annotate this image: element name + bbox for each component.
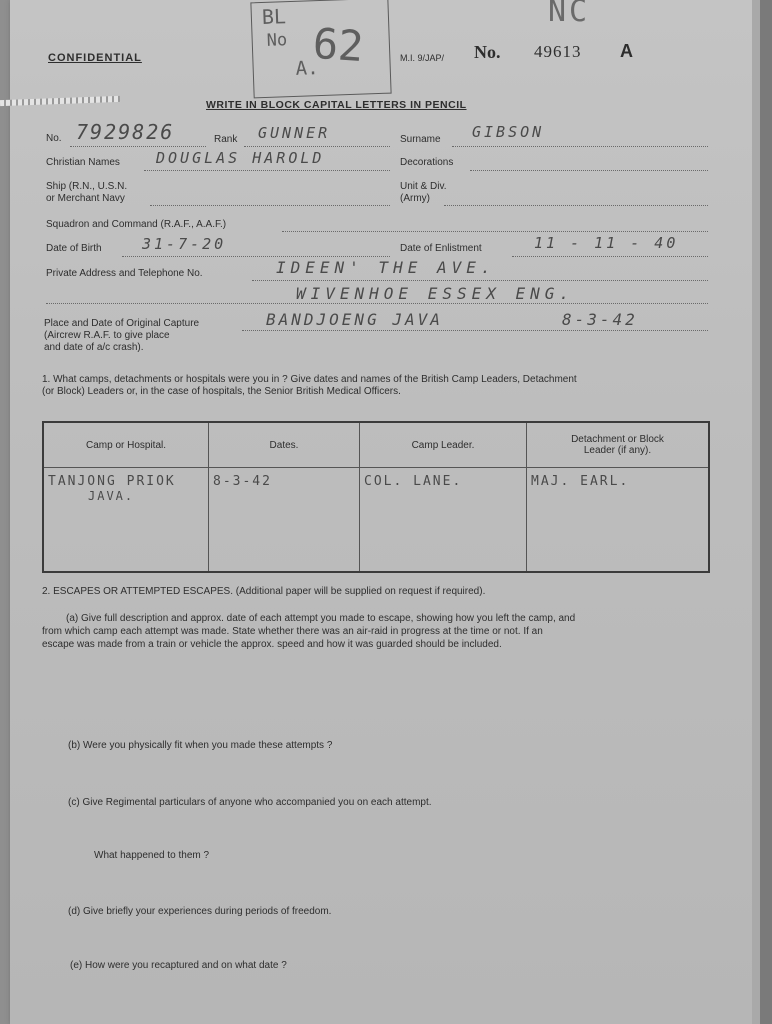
confidential-label: CONFIDENTIAL <box>48 52 142 64</box>
capture-date: 8-3-42 <box>562 310 638 329</box>
stamp-line-3: A. <box>295 57 319 80</box>
file-stamp <box>250 0 391 98</box>
enlistment-label: Date of Enlistment <box>400 243 482 254</box>
dob-line <box>122 256 390 257</box>
address-line-2: WIVENHOE ESSEX ENG. <box>296 284 575 303</box>
squadron-line <box>282 231 708 232</box>
surname-label: Surname <box>400 134 441 145</box>
address-line-1: IDEEN' THE AVE. <box>276 258 496 277</box>
instruction-heading: WRITE IN BLOCK CAPITAL LETTERS IN PENCIL <box>206 99 467 111</box>
ship-label-2: or Merchant Navy <box>46 193 125 204</box>
unit-label-1: Unit & Div. <box>400 181 447 192</box>
q2-title: 2. ESCAPES OR ATTEMPTED ESCAPES. (Additional paper will be supplied on request if required). <box>42 586 486 597</box>
stamp-number: 62 <box>311 18 366 72</box>
corner-note: NC <box>548 0 591 29</box>
decorations-label: Decorations <box>400 157 454 168</box>
q2a-text-3: escape was made from a train or vehicle the approx. speed and how it was guarded should be included. <box>42 639 502 650</box>
camp-location: JAVA. <box>88 489 135 503</box>
col-dates-header: Dates. <box>209 422 360 468</box>
ship-label-1: Ship (R.N., U.S.N. <box>46 181 128 192</box>
col-detachment-header <box>527 422 710 468</box>
col-detachment-header-1: Detachment or Block <box>571 434 664 445</box>
q2c-text: (c) Give Regimental particulars of anyone who accompanied you on each attempt. <box>68 797 432 808</box>
rank-label: Rank <box>214 134 238 145</box>
unit-line <box>444 205 708 206</box>
service-number-line <box>70 146 206 147</box>
address-rule-1 <box>252 280 708 281</box>
q2a-text-2: from which camp each attempt was made. State whether there was an air-raid in progress at the time or not. If an <box>42 626 543 637</box>
serial-suffix: A <box>620 41 633 61</box>
dob-value: 31-7-20 <box>142 235 227 253</box>
col-leader-header: Camp Leader. <box>360 422 527 468</box>
col-detachment-header-2: Leader (if any). <box>583 445 652 456</box>
address-rule-2 <box>46 303 708 304</box>
binder-edge <box>760 0 772 1024</box>
rank-value: GUNNER <box>258 124 331 142</box>
christian-names-line <box>144 170 390 171</box>
q2d-text: (d) Give briefly your experiences during periods of freedom. <box>68 906 332 917</box>
table-row <box>43 468 709 573</box>
camp-cell <box>43 468 209 573</box>
capture-place: BANDJOENG JAVA <box>266 310 443 329</box>
surname-value: GIBSON <box>472 123 545 141</box>
dates-cell: 8-3-42 <box>209 468 360 573</box>
christian-names-label: Christian Names <box>46 157 120 168</box>
enlistment-line <box>512 256 708 257</box>
capture-label-3: and date of a/c crash). <box>44 342 144 353</box>
capture-label-2: (Aircrew R.A.F. to give place <box>44 330 170 341</box>
leader-cell: COL. LANE. <box>360 468 527 573</box>
page-edge <box>752 0 760 1024</box>
q1-text-2: (or Block) Leaders or, in the case of hospitals, the Senior British Medical Officers. <box>42 386 401 397</box>
dob-label: Date of Birth <box>46 243 102 254</box>
unit-label-2: (Army) <box>400 193 430 204</box>
capture-line <box>242 330 708 331</box>
q2b-text: (b) Were you physically fit when you made these attempts ? <box>68 740 333 751</box>
rank-line <box>244 146 390 147</box>
capture-label-1: Place and Date of Original Capture <box>44 318 200 329</box>
col-camp-header: Camp or Hospital. <box>43 422 209 468</box>
q1-text-1: 1. What camps, detachments or hospitals were you in ? Give dates and names of the British Camp Leaders, Detachment <box>42 374 577 385</box>
ref-code: M.I. 9/JAP/ <box>400 53 445 63</box>
service-number-label: No. <box>46 133 62 144</box>
stamp-line-2: No <box>266 30 288 51</box>
camp-name: TANJONG PRIOK <box>48 474 176 489</box>
stamp-line-1: BL <box>261 4 287 30</box>
q2a-text-1: (a) Give full description and approx. date of each attempt you made to escape, showing how you left the camp, and <box>66 613 576 624</box>
serial-number: 49613 <box>534 42 582 61</box>
christian-names-value: DOUGLAS HAROLD <box>156 149 325 167</box>
service-number-value: 7929826 <box>76 120 175 144</box>
decorations-line <box>470 170 708 171</box>
address-label: Private Address and Telephone No. <box>46 268 203 279</box>
q2c-followup: What happened to them ? <box>94 850 210 861</box>
q2e-text: (e) How were you recaptured and on what date ? <box>70 960 287 971</box>
camps-table <box>42 421 710 573</box>
number-label: No. <box>474 42 501 62</box>
camps-table-header <box>43 422 709 468</box>
enlistment-value: 11 - 11 - 40 <box>534 234 679 252</box>
ship-line <box>150 205 390 206</box>
surname-line <box>452 146 708 147</box>
squadron-label: Squadron and Command (R.A.F., A.A.F.) <box>46 219 227 230</box>
detachment-cell: MAJ. EARL. <box>527 468 710 573</box>
